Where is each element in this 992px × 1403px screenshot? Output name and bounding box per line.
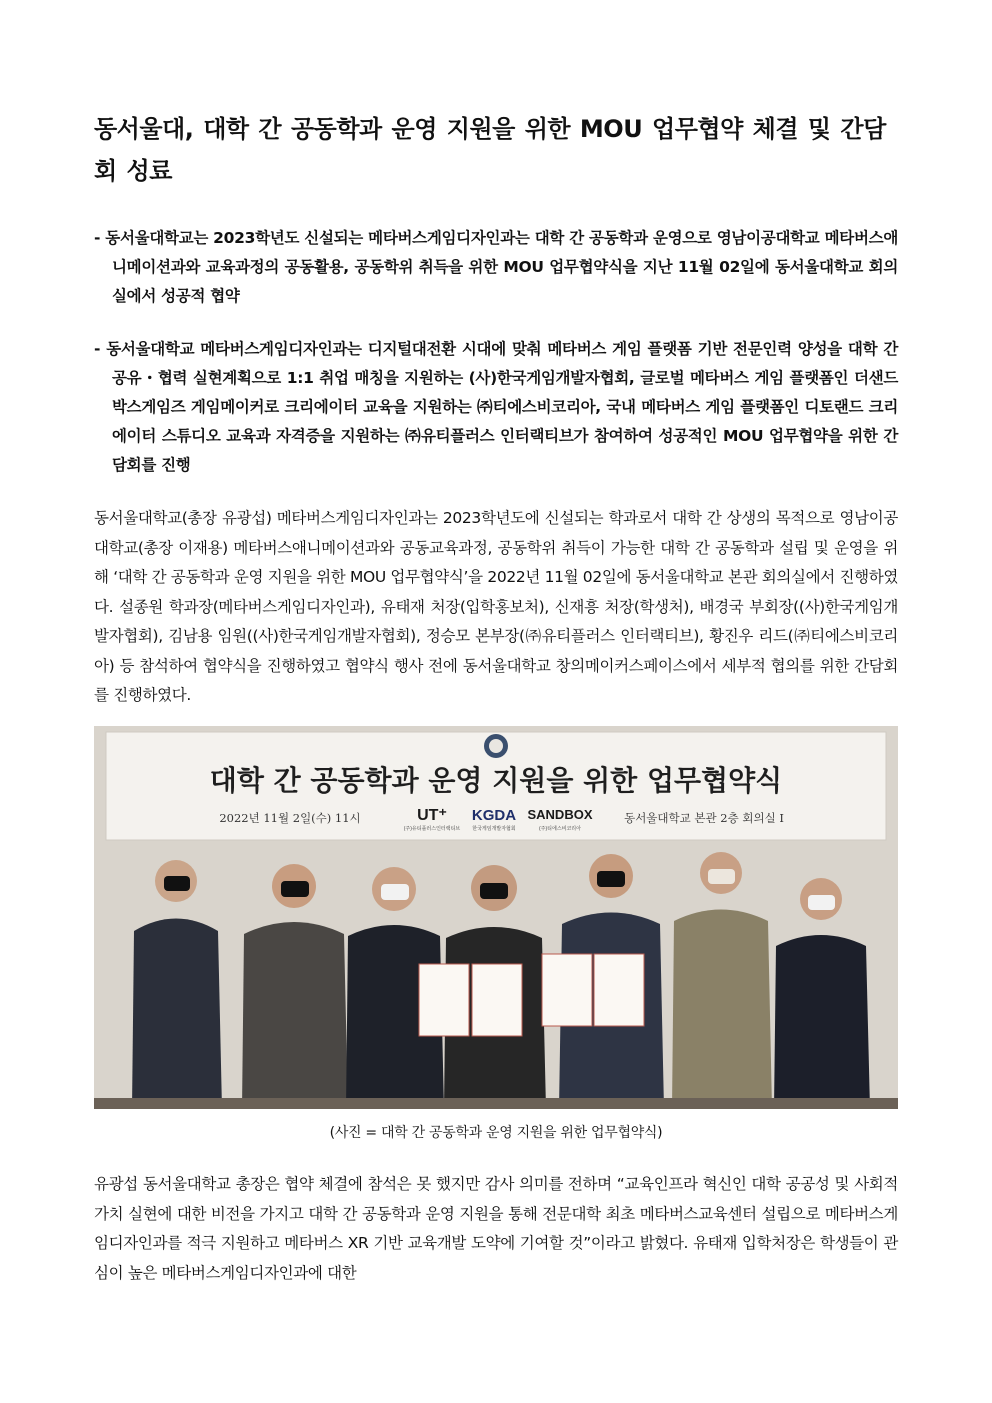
summary-bullet-2: - 동서울대학교 메타버스게임디자인과는 디지털대전환 시대에 맞춰 메타버스 게임 플랫폼 기반 전문인력 양성을 대학 간 공유・협력 실현계획으로 1:1 취업 매칭을 지원하는 (사)한국게임개발자협회, 글로벌 메타버스 게임 플랫폼인 더샌드박스게임즈 게임메이커로 크리에이터 교육을 지원하는 ㈜티에스비코리아, 국내 메타버스 게임 플랫폼인 디토랜드 크리에이터 스튜디오 교육과 자격증을 지원하는 ㈜유티플러스 인터랙티브가 참여하여 성공적인 MOU 업무협약을 위한 간담회를 진행 [94, 340, 898, 474]
logo-sandbox: SANDBOX [527, 807, 593, 822]
summary-bullets [94, 224, 898, 480]
logo-kgda: KGDA [471, 807, 517, 824]
body-paragraph-2: 유광섭 동서울대학교 총장은 협약 체결에 참석은 못 했지만 감사 의미를 전하며 “교육인프라 혁신인 대학 공공성 및 사회적 가치 실현에 대한 비전을 가지고 대학 간 공동학과 운영 지원을 통해 전문대학 최초 메타버스교육센터 설립으로 메타버스게임디자인과를 적극 지원하고 메타버스 XR 기반 교육개발 도약에 기여할 것”이라고 밝혔다. 유태재 입학처장은 학생들이 관심이 높은 메타버스게임디자인과에 대한 [94, 1175, 898, 1282]
logo-utplus-sub: (주)유티플러스인터랙티브 [403, 826, 461, 832]
body-paragraph-1: 동서울대학교(총장 유광섭) 메타버스게임디자인과는 2023학년도에 신설되는 학과로서 대학 간 상생의 목적으로 영남이공대학교(총장 이재용) 메타버스애니메이션과와 공동교육과정, 공동학위 취득이 가능한 대학 간 공동학과 설립 및 운영을 위해 ‘대학 간 공동학과 운영 지원을 위한 MOU 업무협약식’을 2022년 11월 02일에 동서울대학교 본관 회의실에서 진행하였다. 설종원 학과장(메타버스게임디자인과), 유태재 처장(입학홍보처), 신재흥 처장(학생처), 배경국 부회장((사)한국게임개발자협회), 김남용 임원((사)한국게임개발자협회), 정승모 본부장(㈜유티플러스 인터랙티브), 황진우 리드(㈜티에스비코리아) 등 참석하여 협약식을 진행하였고 협약식 행사 전에 동서울대학교 창의메이커스페이스에서 세부적 협의를 위한 간담회를 진행하였다. [94, 509, 898, 704]
logo-utplus: UT⁺ [417, 807, 447, 824]
banner-date: 2022년 11월 2일(수) 11시 [219, 811, 361, 825]
ceremony-photo-illustration [94, 726, 898, 1109]
agreement-certificate [472, 964, 522, 1036]
agreement-certificate [594, 954, 644, 1026]
banner-title: 대학 간 공동학과 운영 지원을 위한 업무협약식 [209, 764, 783, 797]
photo-caption: (사진 = 대학 간 공동학과 운영 지원을 위한 업무협약식) [329, 1125, 663, 1141]
logo-sandbox-sub: (주)티에스비코리아 [539, 826, 581, 832]
agreement-certificate [419, 964, 469, 1036]
article-title: 동서울대, 대학 간 공동학과 운영 지원을 위한 MOU 업무협약 체결 및 간담회 성료 [94, 115, 886, 185]
ceremony-photo [94, 726, 898, 1109]
article [94, 108, 898, 1282]
logo-kgda-sub: 한국게임개발자협회 [472, 826, 516, 832]
banner-venue: 동서울대학교 본관 2층 회의실 I [624, 811, 784, 825]
agreement-certificate [542, 954, 592, 1026]
summary-bullet-1: - 동서울대학교는 2023학년도 신설되는 메타버스게임디자인과는 대학 간 공동학과 운영으로 영남이공대학교 메타버스애니메이션과와 교육과정의 공동활용, 공동학위 취득을 위한 MOU 업무협약식을 지난 11월 02일에 동서울대학교 회의실에서 성공적 협약 [94, 229, 898, 305]
